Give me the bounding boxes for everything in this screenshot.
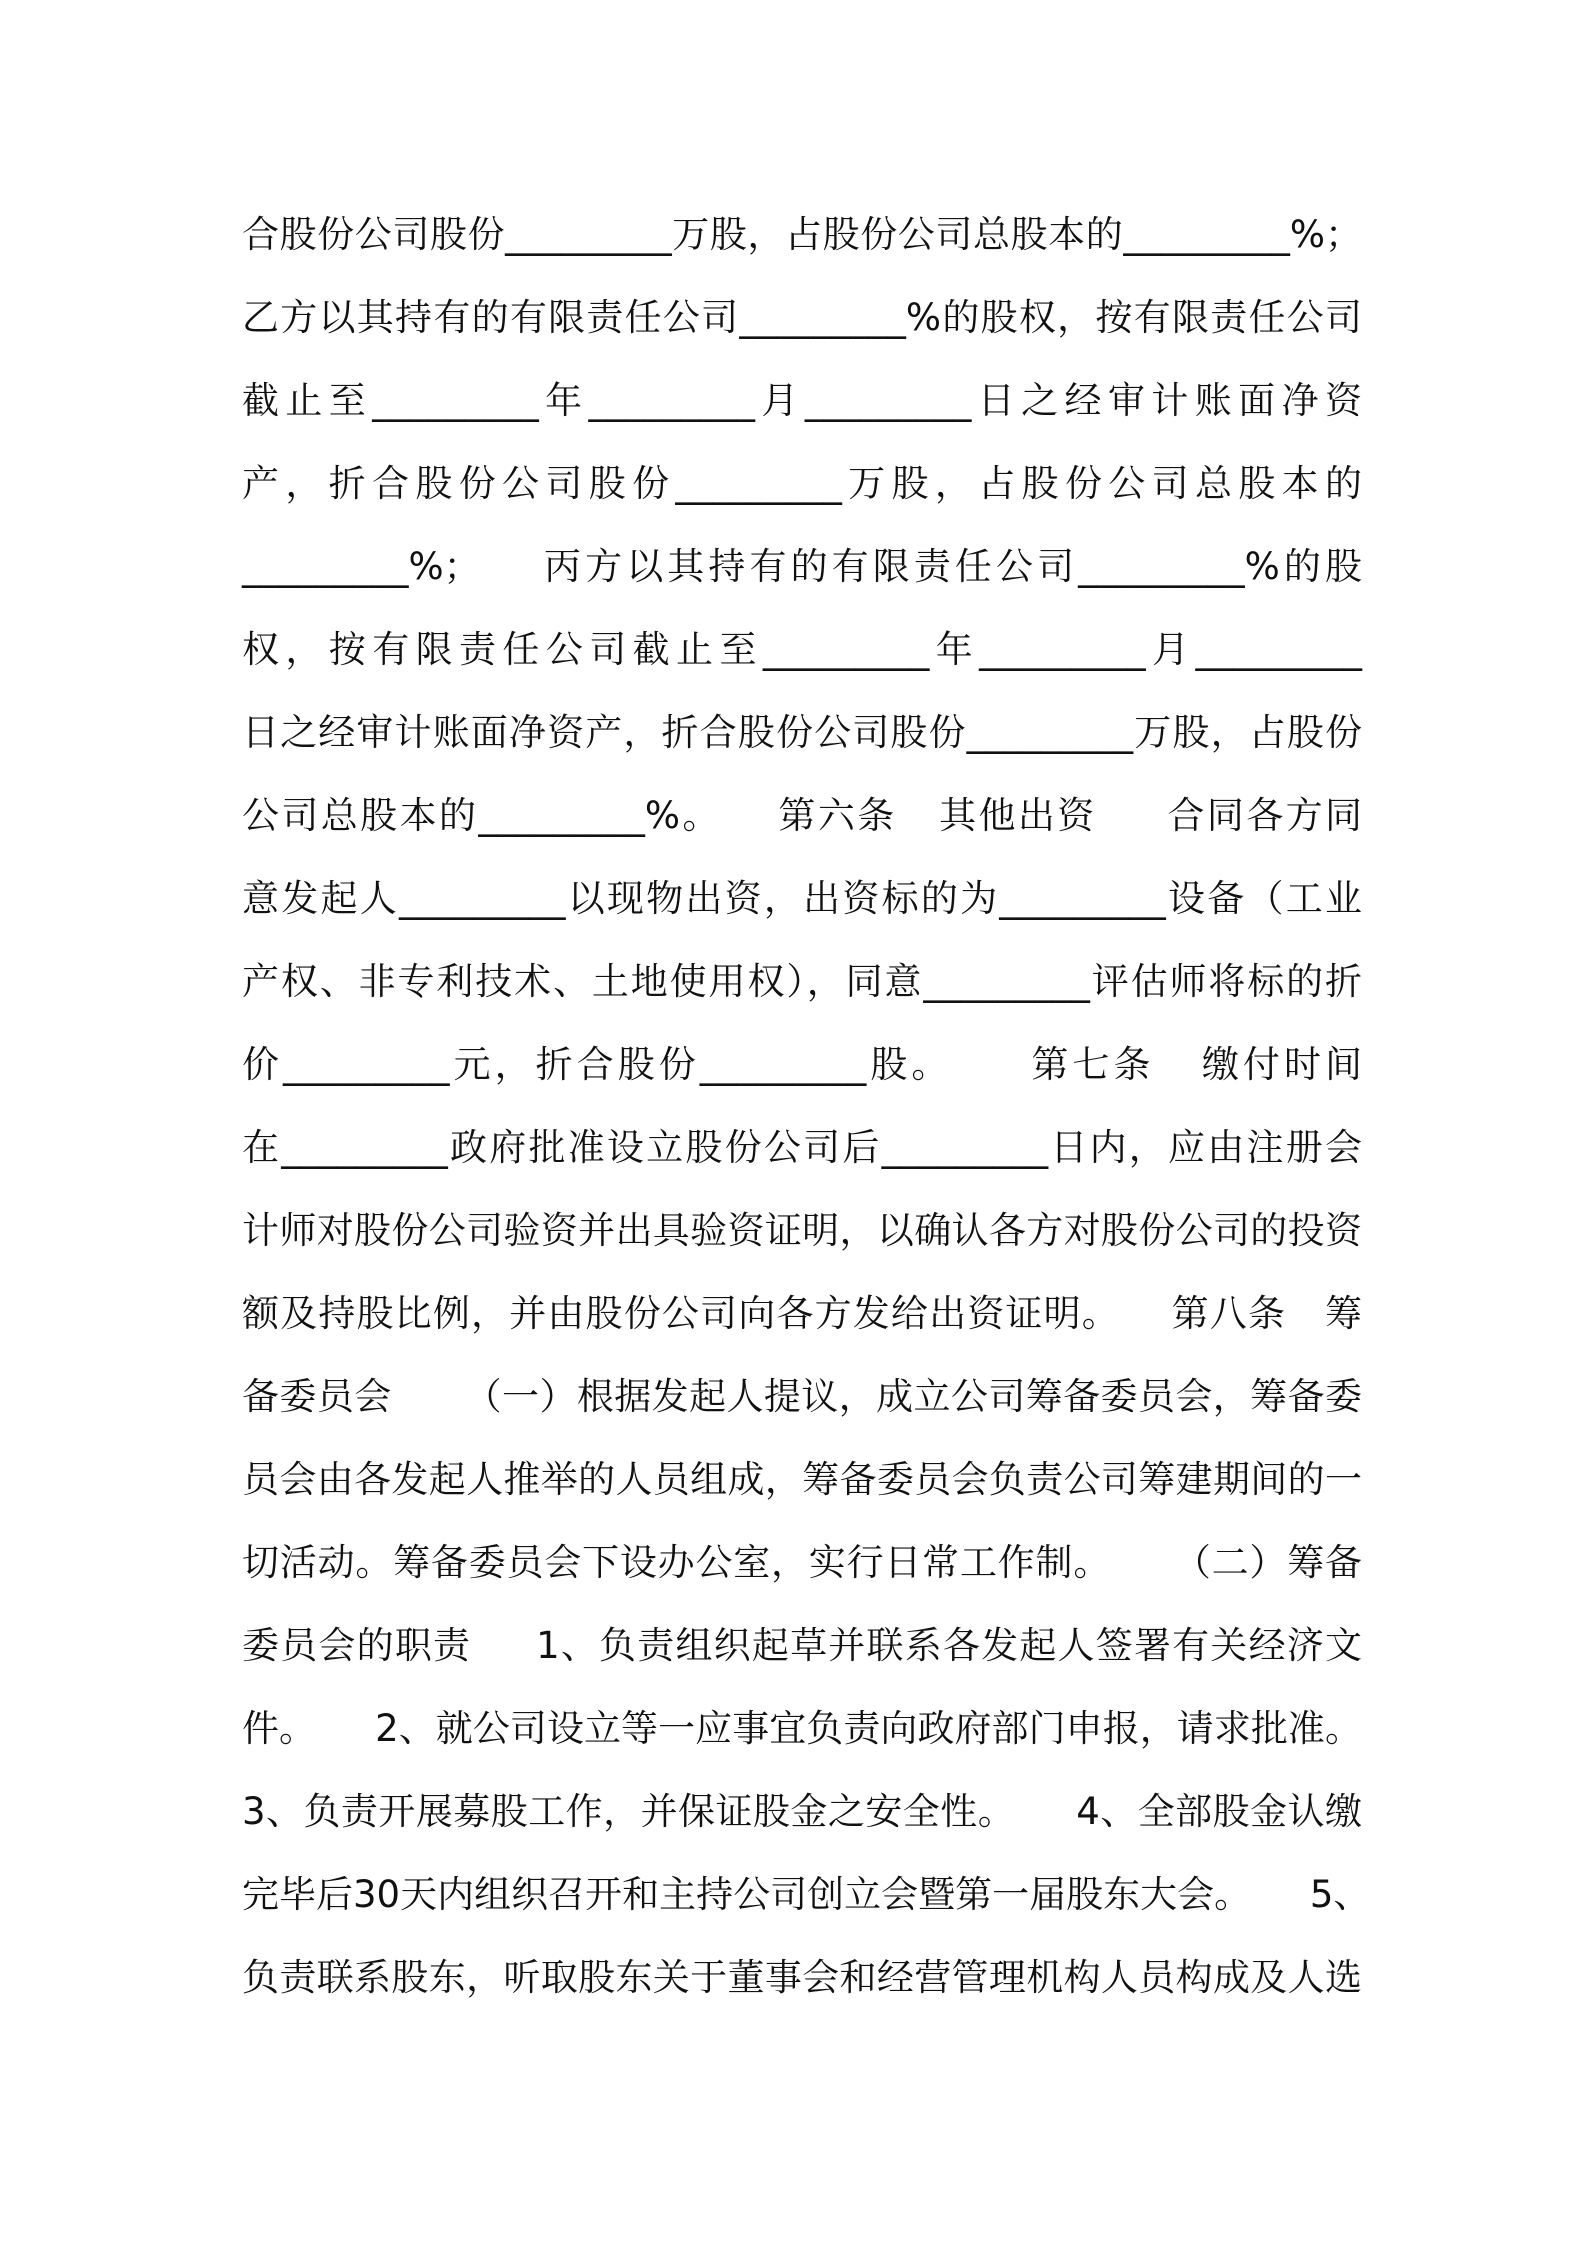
- text-line: 权，按有限责任公司截止至_________年_________月_________: [242, 628, 1362, 671]
- text-line: 备委员会 （一）根据发起人提议，成立公司筹备委员会，筹备委: [242, 1375, 1362, 1418]
- text-line: 员会由各发起人推举的人员组成，筹备委员会负责公司筹建期间的一: [242, 1458, 1362, 1501]
- text-line: 3、负责开展募股工作，并保证股金之安全性。 4、全部股金认缴: [242, 1790, 1362, 1833]
- text-line: 公司总股本的_________%。 第六条 其他出资 合同各方同: [242, 794, 1362, 837]
- text-line: 价_________元，折合股份_________股。 第七条 缴付时间: [242, 1043, 1362, 1086]
- text-line: 日之经审计账面净资产，折合股份公司股份_________万股，占股份: [242, 711, 1362, 754]
- text-line: 意发起人_________以现物出资，出资标的为_________设备（工业: [242, 877, 1362, 920]
- text-line: 计师对股份公司验资并出具验资证明，以确认各方对股份公司的投资: [242, 1209, 1362, 1252]
- text-line: 切活动。筹备委员会下设办公室，实行日常工作制。 （二）筹备: [242, 1541, 1362, 1584]
- text-line: 件。 2、就公司设立等一应事宜负责向政府部门申报，请求批准。: [242, 1707, 1362, 1750]
- text-line: 完毕后30天内组织召开和主持公司创立会暨第一届股东大会。 5、: [242, 1873, 1371, 1916]
- text-line: 截止至_________年_________月_________日之经审计账面净资: [242, 379, 1362, 422]
- document-body: [242, 193, 1371, 2019]
- text-line: 产，折合股份公司股份_________万股，占股份公司总股本的: [242, 462, 1362, 505]
- text-line: 乙方以其持有的有限责任公司_________%的股权，按有限责任公司: [242, 296, 1362, 339]
- text-line: 产权、非专利技术、土地使用权），同意_________评估师将标的折: [242, 960, 1362, 1003]
- text-line: 合股份公司股份_________万股，占股份公司总股本的_________%；: [242, 213, 1362, 256]
- text-line: 额及持股比例，并由股份公司向各方发给出资证明。 第八条 筹: [242, 1292, 1362, 1335]
- text-line: 负责联系股东，听取股东关于董事会和经营管理机构人员构成及人选: [242, 1956, 1362, 1999]
- text-line: _________%； 丙方以其持有的有限责任公司_________%的股: [242, 545, 1362, 588]
- text-line: 委员会的职责 1、负责组织起草并联系各发起人签署有关经济文: [242, 1624, 1362, 1667]
- text-line: 在_________政府批准设立股份公司后_________日内，应由注册会: [242, 1126, 1362, 1169]
